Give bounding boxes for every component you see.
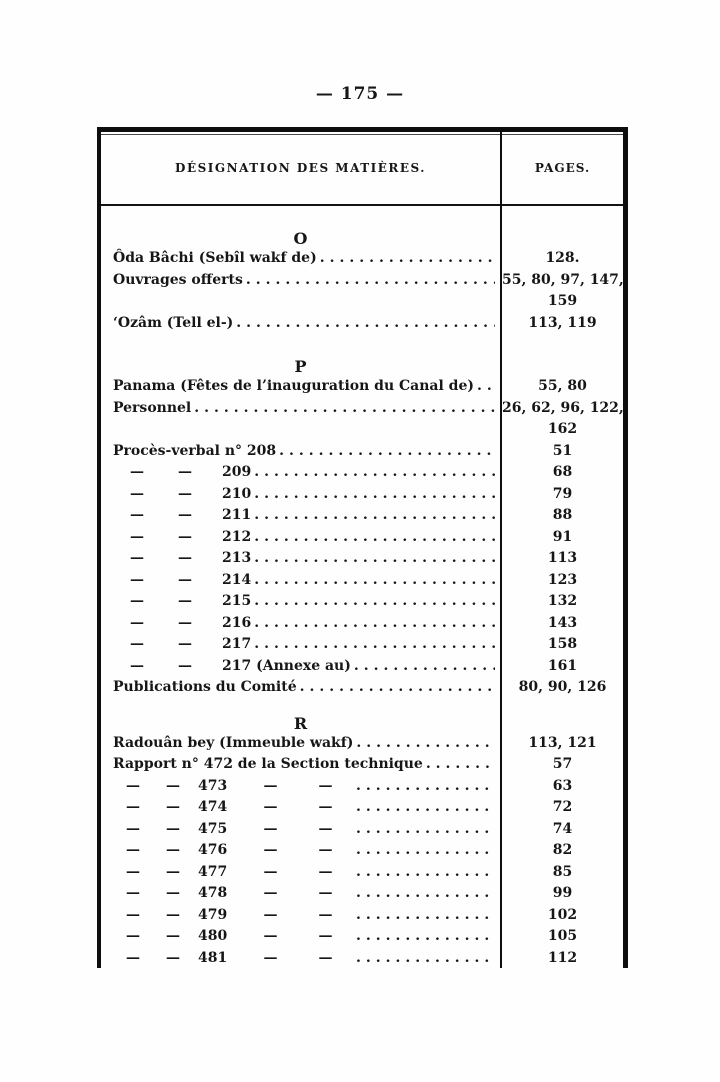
page-numbers	[502, 754, 623, 776]
entry-cell	[101, 484, 500, 506]
page-numbers-line: 159	[547, 293, 578, 309]
entry-label: Ouvrages offerts	[113, 271, 243, 288]
page-numbers-line: 51	[552, 442, 573, 459]
ditto-dash: —	[130, 528, 144, 545]
page-numbers-line: 88	[552, 507, 573, 523]
dot-leader	[353, 797, 495, 819]
table-row	[101, 948, 623, 970]
dot-leader	[317, 248, 495, 270]
entry-cell	[101, 840, 500, 862]
dot-leader	[251, 527, 495, 549]
page-numbers	[502, 613, 623, 635]
dot-leader	[251, 505, 495, 527]
section-letter: P	[294, 357, 307, 376]
table-row	[101, 733, 623, 755]
entry-label: Radouân bey (Immeuble wakf)	[113, 734, 354, 751]
table-header-row	[101, 132, 623, 206]
ditto-dash: —	[263, 820, 278, 837]
page-numbers-line: 123	[547, 571, 578, 588]
entry-cell	[101, 819, 500, 841]
dot-leader	[251, 462, 495, 484]
ditto-dash: —	[126, 928, 140, 944]
page-numbers-line: 143	[547, 614, 578, 631]
page-numbers	[502, 926, 623, 948]
ditto-dash: —	[130, 571, 144, 588]
page-numbers-line: 99	[552, 885, 573, 901]
page-numbers	[502, 905, 623, 927]
section-letter-row	[101, 206, 500, 248]
ditto-dash: —	[126, 820, 140, 837]
table-row	[101, 797, 623, 819]
table-row	[101, 591, 623, 613]
designation-column-header: DÉSIGNATION DES MATIÈRES.	[175, 161, 426, 175]
page-numbers-line: 68	[552, 464, 573, 480]
page-numbers	[502, 591, 623, 613]
dot-leader	[353, 733, 495, 755]
ditto-dash: —	[318, 842, 333, 858]
entry-label: 217 (Annexe au)	[222, 657, 351, 674]
ditto-dash: —	[166, 820, 180, 837]
entry-label: Personnel	[113, 399, 192, 416]
page-numbers-line: 82	[552, 842, 573, 858]
table-row	[101, 248, 623, 270]
ditto-dash: —	[130, 657, 144, 674]
table-row	[101, 313, 623, 335]
entry-label: 476	[198, 842, 228, 858]
entry-label: 217	[222, 636, 252, 652]
page-numbers	[502, 505, 623, 527]
entry-label: Procès-verbal n° 208	[113, 442, 277, 459]
entry-cell	[101, 248, 500, 270]
entry-cell	[101, 677, 500, 699]
ditto-dash: —	[263, 928, 278, 944]
page-numbers	[502, 776, 623, 798]
table-row	[101, 862, 623, 884]
page-numbers	[502, 862, 623, 884]
ditto-dash: —	[263, 885, 278, 901]
entry-label: 216	[222, 614, 252, 631]
ditto-dash: —	[166, 906, 180, 923]
ditto-dash: —	[178, 528, 192, 545]
ditto-dash: —	[318, 906, 333, 923]
ditto-dash: —	[318, 885, 333, 901]
entry-cell	[101, 948, 500, 970]
entry-cell	[101, 570, 500, 592]
ditto-dash: —	[263, 863, 278, 880]
entry-label: Publications du Comité	[113, 679, 297, 695]
entry-cell	[101, 591, 500, 613]
ditto-dash: —	[166, 885, 180, 901]
page-numbers	[502, 376, 623, 398]
page-numbers	[502, 733, 623, 755]
ditto-dash: —	[166, 777, 180, 794]
page-numbers	[502, 677, 623, 699]
ditto-dash: —	[166, 949, 180, 966]
ditto-dash: —	[178, 636, 192, 652]
ditto-dash: —	[126, 799, 140, 815]
entry-cell	[101, 733, 500, 755]
page-numbers-line: 85	[552, 863, 573, 880]
entry-cell	[101, 313, 500, 335]
entry-cell	[101, 613, 500, 635]
ditto-dash: —	[130, 593, 144, 609]
page-numbers-line: 91	[552, 528, 573, 545]
page-numbers	[502, 270, 623, 313]
entry-label: 473	[198, 777, 228, 794]
table-row	[101, 570, 623, 592]
ditto-dash: —	[166, 928, 180, 944]
ditto-dash: —	[178, 614, 192, 631]
entry-label: 479	[198, 906, 228, 923]
entry-label: 210	[222, 485, 252, 502]
dot-leader	[251, 634, 495, 656]
section-letter-row	[101, 699, 500, 733]
page-numbers-line: 74	[552, 820, 573, 837]
section-letter: O	[293, 229, 308, 248]
dot-leader	[353, 819, 495, 841]
entry-cell	[101, 926, 500, 948]
table-row	[101, 905, 623, 927]
ditto-dash: —	[178, 507, 192, 523]
page-numbers-line: 79	[552, 485, 573, 502]
page-numbers-line: 158	[547, 636, 578, 652]
ditto-dash: —	[166, 863, 180, 880]
entry-cell	[101, 376, 500, 398]
page-numbers-line: 72	[552, 799, 573, 815]
entry-label: 212	[222, 528, 252, 545]
dot-leader	[353, 905, 495, 927]
dot-leader	[297, 677, 495, 699]
dot-leader	[191, 398, 495, 420]
entry-cell	[101, 656, 500, 678]
entry-label: Ôda Bâchi (Sebîl wakf de)	[113, 250, 317, 266]
entry-cell	[101, 905, 500, 927]
page-number: — 175 —	[315, 84, 405, 104]
entry-label: 215	[222, 593, 252, 609]
table-row	[101, 819, 623, 841]
dot-leader	[474, 376, 495, 398]
page-numbers-line: 113	[547, 550, 578, 566]
entry-cell	[101, 634, 500, 656]
table-row	[101, 926, 623, 948]
page-numbers	[502, 527, 623, 549]
table-row	[101, 634, 623, 656]
ditto-dash: —	[178, 593, 192, 609]
page-numbers-line: 132	[547, 593, 578, 609]
entry-label: 475	[198, 820, 228, 837]
entry-label: 481	[198, 949, 228, 966]
entry-label: 480	[198, 928, 228, 944]
page-numbers	[502, 248, 623, 270]
table-row	[101, 883, 623, 905]
entry-cell	[101, 754, 500, 776]
ditto-dash: —	[318, 928, 333, 944]
dot-leader	[351, 656, 495, 678]
entry-cell	[101, 270, 500, 292]
page-numbers-line: 63	[552, 777, 573, 794]
ditto-dash: —	[263, 906, 278, 923]
table-row	[101, 656, 623, 678]
page-numbers	[502, 883, 623, 905]
index-table	[97, 127, 628, 968]
page-numbers-line: 102	[547, 906, 578, 923]
entry-label: ‘Ozâm (Tell el-)	[113, 314, 234, 331]
ditto-dash: —	[318, 949, 333, 966]
ditto-dash: —	[126, 885, 140, 901]
ditto-dash: —	[318, 777, 333, 794]
ditto-dash: —	[263, 842, 278, 858]
page-numbers	[502, 462, 623, 484]
page-numbers	[502, 570, 623, 592]
dot-leader	[233, 313, 495, 335]
ditto-dash: —	[166, 799, 180, 815]
ditto-dash: —	[178, 464, 192, 480]
dot-leader	[251, 591, 495, 613]
entry-cell	[101, 398, 500, 420]
page-numbers-line: 26, 62, 96, 122,	[502, 399, 624, 416]
entry-label: Panama (Fêtes de l’inauguration du Canal de)	[113, 378, 474, 394]
dot-leader	[353, 776, 495, 798]
ditto-dash: —	[166, 842, 180, 858]
ditto-dash: —	[178, 657, 192, 674]
page-numbers	[502, 441, 623, 463]
page-numbers	[502, 398, 623, 441]
table-row	[101, 270, 623, 313]
dot-leader	[353, 883, 495, 905]
entry-cell	[101, 883, 500, 905]
ditto-dash: —	[130, 507, 144, 523]
table-row	[101, 398, 623, 441]
entry-cell	[101, 797, 500, 819]
entry-label: Rapport n° 472 de la Section technique	[113, 756, 423, 772]
page-numbers	[502, 840, 623, 862]
entry-label: 211	[222, 507, 252, 523]
section-letter-row	[101, 334, 500, 376]
ditto-dash: —	[178, 485, 192, 502]
entry-label: 213	[222, 550, 252, 566]
page-numbers-line: 162	[547, 421, 578, 437]
table-top-rule	[101, 134, 623, 135]
ditto-dash: —	[263, 949, 278, 966]
page-numbers	[502, 656, 623, 678]
section-letter: R	[293, 713, 308, 733]
ditto-dash: —	[126, 842, 140, 858]
entry-cell	[101, 462, 500, 484]
ditto-dash: —	[126, 863, 140, 880]
page-numbers-line: 105	[547, 928, 578, 944]
page-numbers-line: 57	[552, 756, 573, 772]
page-numbers-line: 113, 119	[528, 314, 597, 331]
table-row	[101, 840, 623, 862]
page-numbers	[502, 819, 623, 841]
ditto-dash: —	[130, 636, 144, 652]
table-row	[101, 527, 623, 549]
table-row	[101, 677, 623, 699]
dot-leader	[353, 862, 495, 884]
dot-leader	[353, 926, 495, 948]
ditto-dash: —	[126, 906, 140, 923]
page-numbers-line: 55, 80, 97, 147,	[502, 271, 624, 288]
ditto-dash: —	[130, 464, 144, 480]
table-row	[101, 613, 623, 635]
entry-label: 478	[198, 885, 228, 901]
page-numbers	[502, 797, 623, 819]
dot-leader	[251, 484, 495, 506]
dot-leader	[423, 754, 495, 776]
table-row	[101, 441, 623, 463]
ditto-dash: —	[130, 614, 144, 631]
ditto-dash: —	[263, 799, 278, 815]
dot-leader	[353, 948, 495, 970]
entry-cell	[101, 441, 500, 463]
dot-leader	[243, 270, 495, 292]
dot-leader	[251, 613, 495, 635]
page-numbers-line: 112	[547, 949, 578, 966]
ditto-dash: —	[318, 820, 333, 837]
entry-label: 474	[198, 799, 228, 815]
entry-cell	[101, 548, 500, 570]
page-numbers-line: 55, 80	[538, 378, 587, 394]
table-row	[101, 462, 623, 484]
table-row	[101, 376, 623, 398]
ditto-dash: —	[178, 550, 192, 566]
ditto-dash: —	[263, 777, 278, 794]
entry-cell	[101, 527, 500, 549]
page-numbers	[502, 948, 623, 970]
table-row	[101, 484, 623, 506]
ditto-dash: —	[178, 571, 192, 588]
page-numbers	[502, 548, 623, 570]
ditto-dash: —	[126, 949, 140, 966]
page-numbers	[502, 634, 623, 656]
pages-column-header: PAGES.	[534, 161, 591, 175]
ditto-dash: —	[126, 777, 140, 794]
table-row	[101, 548, 623, 570]
entry-cell	[101, 776, 500, 798]
entry-cell	[101, 862, 500, 884]
table-body	[101, 206, 623, 969]
page-numbers	[502, 484, 623, 506]
entry-cell	[101, 505, 500, 527]
entry-label: 209	[222, 464, 252, 480]
entry-label: 477	[198, 863, 228, 880]
page-numbers-line: 113, 121	[528, 734, 597, 751]
table-row	[101, 754, 623, 776]
entry-label: 214	[222, 571, 252, 588]
ditto-dash: —	[318, 799, 333, 815]
page-numbers	[502, 313, 623, 335]
dot-leader	[251, 548, 495, 570]
page-numbers-line: 80, 90, 126	[518, 679, 607, 695]
dot-leader	[251, 570, 495, 592]
ditto-dash: —	[130, 550, 144, 566]
page-numbers-line: 161	[547, 657, 578, 674]
page-numbers-line: 128.	[545, 250, 580, 266]
ditto-dash: —	[318, 863, 333, 880]
dot-leader	[353, 840, 495, 862]
ditto-dash: —	[130, 485, 144, 502]
table-row	[101, 505, 623, 527]
dot-leader	[276, 441, 495, 463]
table-row	[101, 776, 623, 798]
